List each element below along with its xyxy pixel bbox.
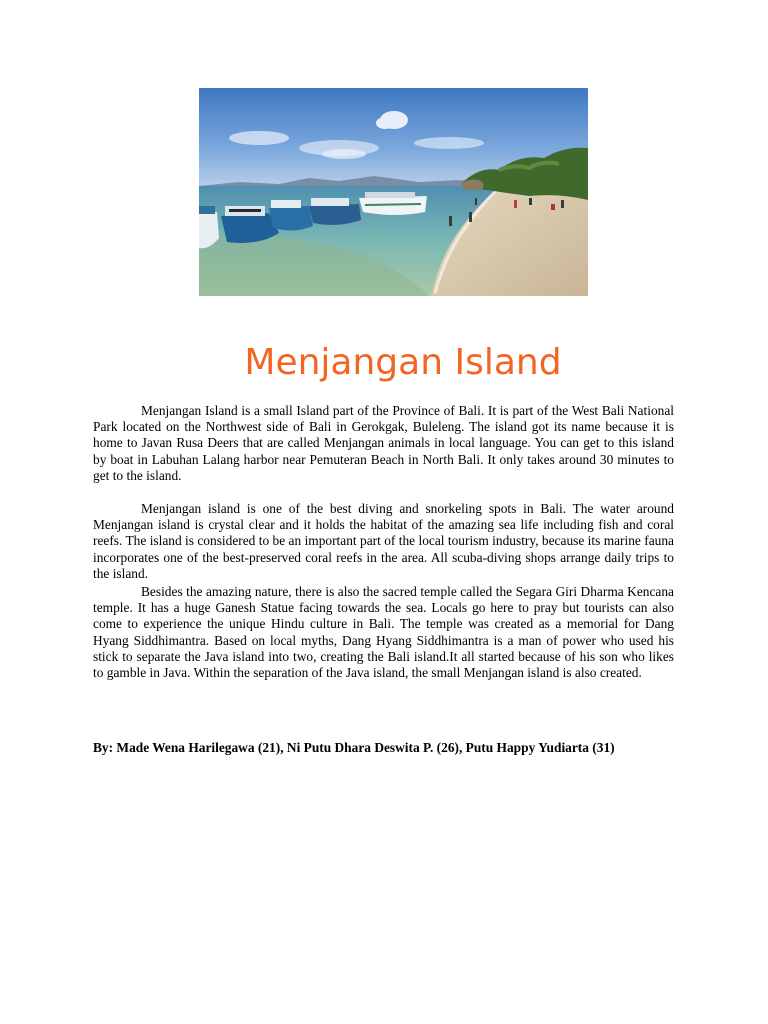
paragraph-diving: Menjangan island is one of the best diving and snorkeling spots in Bali. The water around Menjangan island is crystal clear and it holds the habitat of the amazing sea life including fish and coral reefs. The island is considered to be an important part of the local tourism industry, because its marine fauna incorporates one of the best-preserved coral reefs in the area. All scuba-diving shops arrange daily trips to the island. [93, 501, 674, 581]
paragraph-temple: Besides the amazing nature, there is also the sacred temple called the Segara Giri Dharma Kencana temple. It has a huge Ganesh Statue facing towards the sea. Locals go here to pray but tourists can also come to experience the unique Hindu culture in Bali. The temple was created as a memorial for Dang Hyang Siddhimantra. Based on local myths, Dang Hyang Siddhimantra is a man of power who used his stick to separate the Java island into two, creating the Bali island.It all started because of his son who likes to gamble in Java. Within the separation of the Java island, the small Menjangan island is also created. [93, 584, 674, 681]
page-title: Menjangan Island [244, 342, 562, 383]
author-byline: By: Made Wena Harilegawa (21), Ni Putu Dhara Deswita P. (26), Putu Happy Yudiarta (31) [93, 740, 615, 755]
paragraph-intro: Menjangan Island is a small Island part of the Province of Bali. It is part of the West Bali National Park located on the Northwest side of Bali in Gerokgak, Buleleng. The island got its name because it is home to Javan Rusa Deers that are called Menjangan animals in local language. You can get to this island by boat in Labuhan Lalang harbor near Pemuteran Beach in North Bali. It only takes around 30 minutes to get to the island. [93, 403, 674, 483]
beach-boats-photo [199, 88, 588, 296]
